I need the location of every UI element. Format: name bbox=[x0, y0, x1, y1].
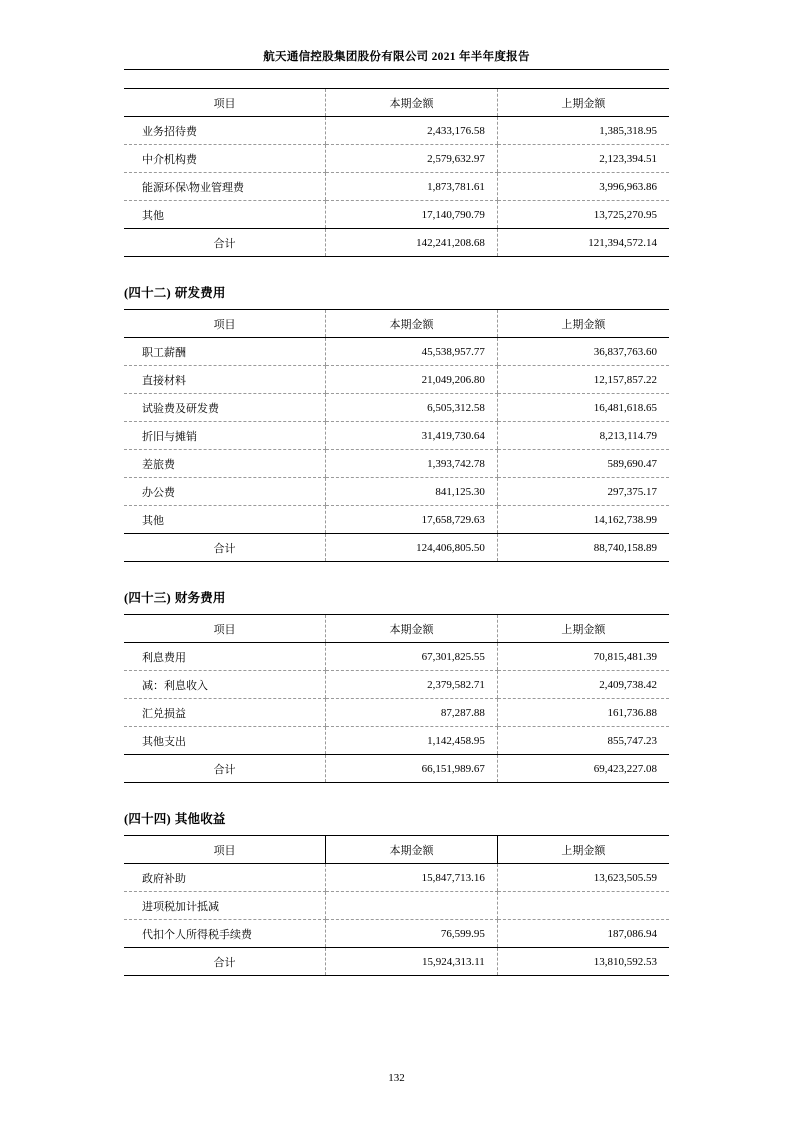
total-label: 合计 bbox=[124, 755, 326, 783]
total-previous: 88,740,158.89 bbox=[497, 534, 669, 562]
table-header-row bbox=[124, 89, 669, 117]
row-previous: 3,996,963.86 bbox=[497, 173, 669, 201]
total-label: 合计 bbox=[124, 948, 326, 976]
total-label: 合计 bbox=[124, 534, 326, 562]
column-header-current: 本期金额 bbox=[326, 310, 498, 338]
table-row bbox=[124, 920, 669, 948]
row-previous: 16,481,618.65 bbox=[497, 394, 669, 422]
row-item: 汇兑损益 bbox=[124, 699, 326, 727]
table-row bbox=[124, 643, 669, 671]
row-item: 试验费及研发费 bbox=[124, 394, 326, 422]
row-item: 折旧与摊销 bbox=[124, 422, 326, 450]
row-current: 2,579,632.97 bbox=[326, 145, 498, 173]
row-current: 2,433,176.58 bbox=[326, 117, 498, 145]
row-item: 办公费 bbox=[124, 478, 326, 506]
row-previous: 13,725,270.95 bbox=[497, 201, 669, 229]
table-row bbox=[124, 450, 669, 478]
column-header-item: 项目 bbox=[124, 836, 326, 864]
table-total-row bbox=[124, 229, 669, 257]
table-header-row bbox=[124, 836, 669, 864]
row-previous: 8,213,114.79 bbox=[497, 422, 669, 450]
row-item: 其他 bbox=[124, 201, 326, 229]
row-previous: 12,157,857.22 bbox=[497, 366, 669, 394]
table-financial-expenses bbox=[124, 614, 669, 783]
table-row bbox=[124, 699, 669, 727]
section-label: 研发费用 bbox=[174, 286, 226, 300]
table-row bbox=[124, 671, 669, 699]
row-current: 45,538,957.77 bbox=[326, 338, 498, 366]
section-title-rd-expenses bbox=[124, 283, 669, 301]
row-current: 31,419,730.64 bbox=[326, 422, 498, 450]
page-header bbox=[124, 0, 669, 64]
row-current: 21,049,206.80 bbox=[326, 366, 498, 394]
page-content bbox=[124, 70, 669, 976]
table-selling-expenses-continued bbox=[124, 88, 669, 257]
table-row bbox=[124, 394, 669, 422]
total-current: 15,924,313.11 bbox=[326, 948, 498, 976]
table-row bbox=[124, 173, 669, 201]
row-current: 17,658,729.63 bbox=[326, 506, 498, 534]
row-previous: 70,815,481.39 bbox=[497, 643, 669, 671]
page-number: 132 bbox=[388, 1072, 405, 1084]
table-row bbox=[124, 145, 669, 173]
column-header-item: 项目 bbox=[124, 89, 326, 117]
row-previous: 2,409,738.42 bbox=[497, 671, 669, 699]
table-row bbox=[124, 366, 669, 394]
section-number: (四十四) bbox=[124, 812, 171, 826]
row-current: 15,847,713.16 bbox=[326, 864, 498, 892]
section-number: (四十二) bbox=[124, 286, 171, 300]
row-previous: 161,736.88 bbox=[497, 699, 669, 727]
row-previous: 13,623,505.59 bbox=[497, 864, 669, 892]
table-rd-expenses bbox=[124, 309, 669, 562]
column-header-item: 项目 bbox=[124, 310, 326, 338]
row-item: 能源环保\物业管理费 bbox=[124, 173, 326, 201]
row-previous bbox=[497, 892, 669, 920]
section-number: (四十三) bbox=[124, 591, 171, 605]
row-previous: 589,690.47 bbox=[497, 450, 669, 478]
total-previous: 121,394,572.14 bbox=[497, 229, 669, 257]
table-other-income bbox=[124, 835, 669, 976]
row-current: 1,393,742.78 bbox=[326, 450, 498, 478]
table-row bbox=[124, 201, 669, 229]
row-current: 1,142,458.95 bbox=[326, 727, 498, 755]
table-total-row bbox=[124, 755, 669, 783]
row-item: 职工薪酬 bbox=[124, 338, 326, 366]
row-previous: 297,375.17 bbox=[497, 478, 669, 506]
row-item: 中介机构费 bbox=[124, 145, 326, 173]
row-item: 差旅费 bbox=[124, 450, 326, 478]
row-previous: 36,837,763.60 bbox=[497, 338, 669, 366]
table-header-row bbox=[124, 310, 669, 338]
section-label: 财务费用 bbox=[174, 591, 226, 605]
row-current: 841,125.30 bbox=[326, 478, 498, 506]
row-current: 87,287.88 bbox=[326, 699, 498, 727]
table-row bbox=[124, 478, 669, 506]
total-current: 66,151,989.67 bbox=[326, 755, 498, 783]
table-row bbox=[124, 117, 669, 145]
row-item: 进项税加计抵减 bbox=[124, 892, 326, 920]
row-current: 2,379,582.71 bbox=[326, 671, 498, 699]
row-current: 76,599.95 bbox=[326, 920, 498, 948]
column-header-item: 项目 bbox=[124, 615, 326, 643]
row-previous: 14,162,738.99 bbox=[497, 506, 669, 534]
column-header-current: 本期金额 bbox=[326, 615, 498, 643]
column-header-previous: 上期金额 bbox=[497, 615, 669, 643]
table-row bbox=[124, 338, 669, 366]
row-current: 1,873,781.61 bbox=[326, 173, 498, 201]
column-header-current: 本期金额 bbox=[326, 836, 498, 864]
row-item: 政府补助 bbox=[124, 864, 326, 892]
table-total-row bbox=[124, 948, 669, 976]
row-item: 代扣个人所得税手续费 bbox=[124, 920, 326, 948]
table-total-row bbox=[124, 534, 669, 562]
page-footer bbox=[0, 1072, 793, 1084]
total-previous: 13,810,592.53 bbox=[497, 948, 669, 976]
row-previous: 187,086.94 bbox=[497, 920, 669, 948]
row-item: 其他 bbox=[124, 506, 326, 534]
column-header-previous: 上期金额 bbox=[497, 89, 669, 117]
report-title: 航天通信控股集团股份有限公司 2021 年半年度报告 bbox=[263, 51, 530, 63]
row-previous: 855,747.23 bbox=[497, 727, 669, 755]
column-header-current: 本期金额 bbox=[326, 89, 498, 117]
table-row bbox=[124, 422, 669, 450]
table-row bbox=[124, 727, 669, 755]
table-row bbox=[124, 864, 669, 892]
row-item: 业务招待费 bbox=[124, 117, 326, 145]
row-current: 67,301,825.55 bbox=[326, 643, 498, 671]
table-row bbox=[124, 892, 669, 920]
column-header-previous: 上期金额 bbox=[497, 310, 669, 338]
row-previous: 2,123,394.51 bbox=[497, 145, 669, 173]
section-title-other-income bbox=[124, 809, 669, 827]
row-item: 利息费用 bbox=[124, 643, 326, 671]
row-current: 6,505,312.58 bbox=[326, 394, 498, 422]
total-previous: 69,423,227.08 bbox=[497, 755, 669, 783]
total-current: 124,406,805.50 bbox=[326, 534, 498, 562]
row-item: 减：利息收入 bbox=[124, 671, 326, 699]
table-header-row bbox=[124, 615, 669, 643]
column-header-previous: 上期金额 bbox=[497, 836, 669, 864]
total-current: 142,241,208.68 bbox=[326, 229, 498, 257]
row-item: 其他支出 bbox=[124, 727, 326, 755]
total-label: 合计 bbox=[124, 229, 326, 257]
row-current bbox=[326, 892, 498, 920]
row-current: 17,140,790.79 bbox=[326, 201, 498, 229]
section-title-financial-expenses bbox=[124, 588, 669, 606]
table-row bbox=[124, 506, 669, 534]
row-item: 直接材料 bbox=[124, 366, 326, 394]
section-label: 其他收益 bbox=[174, 812, 226, 826]
row-previous: 1,385,318.95 bbox=[497, 117, 669, 145]
